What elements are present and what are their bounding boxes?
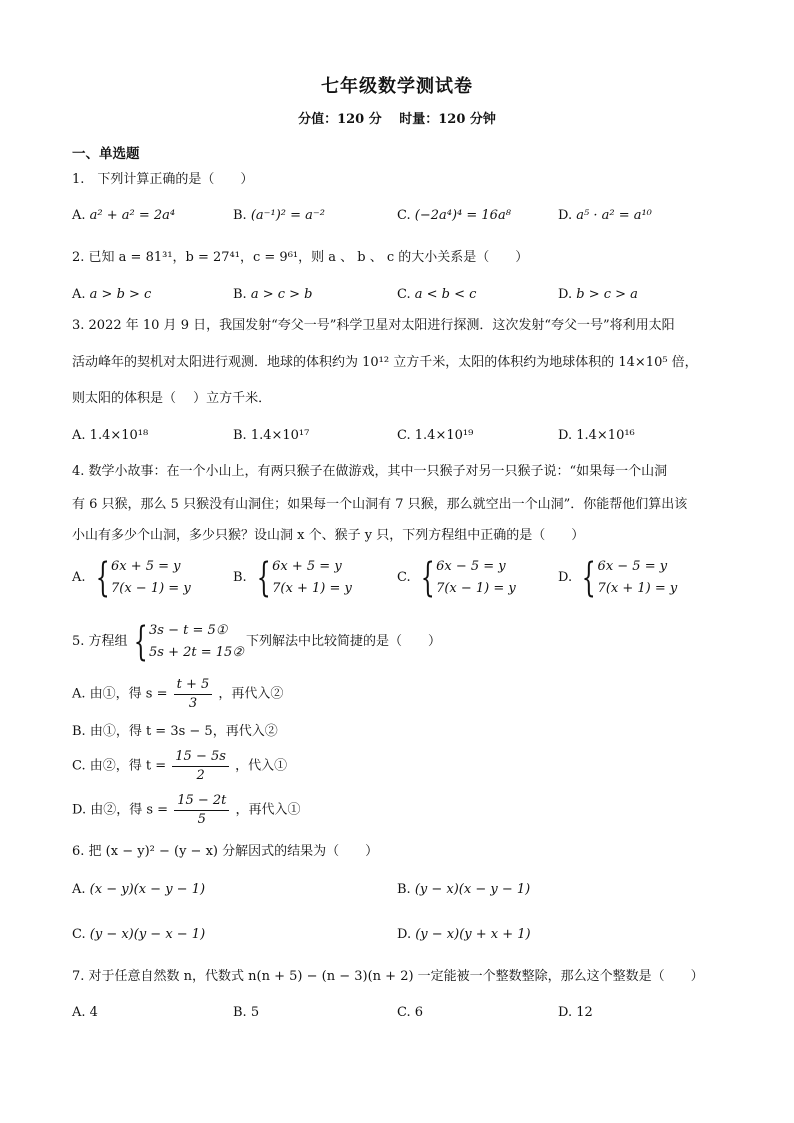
- option-text: 5: [250, 1005, 260, 1020]
- option-letter: D.: [558, 287, 573, 302]
- fraction-denominator: 2: [196, 768, 205, 783]
- option-text: (y − x)(y + x + 1): [415, 927, 531, 942]
- question-3-option-b[interactable]: [233, 426, 309, 446]
- question-5-option-a[interactable]: [72, 676, 283, 713]
- question-4-option-d[interactable]: [558, 556, 677, 600]
- option-letter: A.: [72, 287, 86, 302]
- option-letter: A.: [72, 882, 86, 897]
- fraction-denominator: 3: [188, 696, 198, 711]
- question-6-option-d[interactable]: [397, 925, 531, 945]
- question-4-stem-line: 小山有多少个山洞，多少只猴？设山洞 x 个、猴子 y 只，下列方程组中正确的是（ ）: [72, 528, 585, 543]
- question-6-option-a[interactable]: [72, 880, 205, 900]
- question-5-option-c[interactable]: [72, 748, 287, 785]
- fraction-denominator: 5: [197, 812, 206, 827]
- fraction-numerator: 15 − 2t: [174, 792, 229, 811]
- question-2-option-d[interactable]: [558, 285, 638, 305]
- option-text: 6: [414, 1005, 424, 1020]
- left-brace-icon: {: [256, 555, 271, 601]
- option-letter: C.: [72, 927, 86, 942]
- option-prefix: C. 由②，得 t =: [72, 758, 167, 774]
- option-letter: A.: [72, 1005, 86, 1020]
- question-5-suffix: 下列解法中比较简捷的是（ ）: [245, 634, 441, 649]
- option-letter: A.: [72, 208, 86, 223]
- option-letter: C.: [397, 208, 411, 223]
- option-text: b > c > a: [576, 287, 638, 302]
- left-brace-icon: {: [133, 619, 148, 665]
- option-text: (y − x)(y − x − 1): [89, 927, 206, 942]
- question-7-stem: 7. 对于任意自然数 n，代数式 n(n + 5) − (n − 3)(n + 2) 一定能被一个整数整除，那么这个整数是（ ）: [72, 969, 704, 984]
- option-prefix: A. 由①，得 s =: [72, 686, 168, 702]
- question-6-stem: 6. 把 (x − y)² − (y − x) 分解因式的结果为（ ）: [72, 844, 379, 859]
- left-brace-icon: {: [581, 555, 596, 601]
- option-letter: B.: [233, 208, 247, 223]
- question-4-stem-line: 4. 数学小故事：在一个小山上，有两只猴子在做游戏，其中一只猴子对另一只猴子说：“如果每一个山洞: [72, 464, 668, 479]
- option-text: 1.4×10¹⁷: [250, 428, 310, 443]
- fraction-numerator: 15 − 5s: [172, 748, 229, 767]
- question-2-stem: 2. 已知 a = 81³¹，b = 27⁴¹，c = 9⁶¹，则 a 、 b 、 c 的大小关系是（ ）: [72, 250, 529, 265]
- section-heading: 一、单选题: [72, 146, 140, 162]
- page-subtitle: 分值：120 分 时量：120 分钟: [298, 112, 496, 127]
- equation-line: 6x − 5 = y: [597, 559, 668, 574]
- option-text: (a⁻¹)² = a⁻²: [250, 208, 325, 223]
- option-letter: D.: [558, 1005, 573, 1020]
- question-5-option-d[interactable]: [72, 792, 301, 829]
- equation-line: 7(x + 1) = y: [597, 581, 678, 596]
- option-letter: C.: [397, 287, 411, 302]
- option-letter: B.: [233, 570, 247, 585]
- option-text: 1.4×10¹⁶: [576, 428, 635, 443]
- option-letter: D.: [558, 428, 573, 443]
- option-text: a > b > c: [89, 287, 152, 302]
- fraction-numerator: t + 5: [174, 676, 213, 695]
- option-text: a < b < c: [414, 287, 477, 302]
- option-text: 12: [576, 1005, 593, 1020]
- fraction: [172, 748, 229, 785]
- left-brace-icon: {: [420, 555, 435, 601]
- option-letter: B.: [233, 1005, 247, 1020]
- option-letter: B.: [397, 882, 411, 897]
- option-text: a⁵ · a² = a¹⁰: [576, 208, 652, 223]
- equation-line: 5s + 2t = 15②: [149, 645, 244, 660]
- fraction: [174, 792, 229, 829]
- option-letter: C.: [397, 570, 411, 585]
- question-5-option-b[interactable]: [72, 722, 278, 742]
- option-letter: B.: [233, 287, 247, 302]
- option-text: a > c > b: [250, 287, 313, 302]
- question-5-stem: [72, 620, 441, 664]
- question-3-stem-line: 则太阳的体积是（ ）立方千米．: [72, 391, 272, 406]
- question-3-option-a[interactable]: [72, 426, 148, 446]
- question-6-option-c[interactable]: [72, 925, 205, 945]
- question-7-option-a[interactable]: [72, 1003, 98, 1023]
- question-1-stem: 1. 下列计算正确的是（ ）: [72, 172, 254, 187]
- option-letter: D.: [397, 927, 412, 942]
- equation-line: 6x + 5 = y: [110, 559, 181, 574]
- option-letter: C.: [397, 428, 411, 443]
- option-letter: A.: [72, 428, 86, 443]
- option-suffix: ，再代入①: [235, 802, 301, 818]
- question-3-stem-line: 3. 2022 年 10 月 9 日，我国发射“夸父一号”科学卫星对太阳进行探测．这次发射“夸父一号”将利用太阳: [72, 318, 675, 333]
- option-text: (−2a⁴)⁴ = 16a⁸: [414, 208, 511, 223]
- question-1-option-d[interactable]: [558, 206, 652, 226]
- question-6-option-b[interactable]: [397, 880, 530, 900]
- question-2-option-b[interactable]: [233, 285, 313, 305]
- option-prefix: D. 由②，得 s =: [72, 802, 169, 818]
- equation-line: 7(x − 1) = y: [436, 581, 516, 596]
- question-1-option-b[interactable]: [233, 206, 325, 226]
- option-suffix: ，代入①: [235, 758, 288, 774]
- page-title: 七年级数学测试卷: [321, 76, 473, 97]
- question-3-option-d[interactable]: [558, 426, 635, 446]
- question-1-option-a[interactable]: [72, 206, 175, 226]
- question-2-option-c[interactable]: [397, 285, 476, 305]
- left-brace-icon: {: [95, 555, 110, 601]
- equation-line: 3s − t = 5①: [149, 623, 228, 638]
- question-7-option-b[interactable]: [233, 1003, 259, 1023]
- equation-line: 7(x − 1) = y: [110, 581, 191, 596]
- question-3-stem-line: 活动峰年的契机对太阳进行观测．地球的体积约为 10¹² 立方千米，太阳的体积约为地球体积的 14×10⁵ 倍，: [72, 355, 698, 370]
- option-text: 1.4×10¹⁹: [414, 428, 474, 443]
- equation-line: 6x + 5 = y: [272, 559, 342, 574]
- option-letter: D.: [558, 570, 573, 585]
- question-4-option-b[interactable]: [233, 556, 352, 600]
- option-text: (y − x)(x − y − 1): [414, 882, 531, 897]
- option-text: a² + a² = 2a⁴: [89, 208, 176, 223]
- question-4-stem-line: 有 6 只猴，那么 5 只猴没有山洞住；如果每一个山洞有 7 只猴，那么就空出一个山洞”．你能帮他们算出该: [72, 497, 688, 512]
- equation-line: 7(x + 1) = y: [272, 581, 352, 596]
- question-7-option-d[interactable]: [558, 1003, 593, 1023]
- option-suffix: ，再代入②: [218, 686, 284, 702]
- option-text: (x − y)(x − y − 1): [89, 882, 206, 897]
- option-text: 4: [89, 1005, 98, 1020]
- option-letter: A.: [72, 570, 86, 585]
- question-4-option-c[interactable]: [397, 556, 516, 600]
- fraction: [174, 676, 213, 713]
- equation-line: 6x − 5 = y: [436, 559, 506, 574]
- option-text: 1.4×10¹⁸: [89, 428, 149, 443]
- question-2-option-a[interactable]: [72, 285, 151, 305]
- question-7-option-c[interactable]: [397, 1003, 423, 1023]
- question-1-option-c[interactable]: [397, 206, 511, 226]
- question-4-option-a[interactable]: [72, 556, 191, 600]
- option-text: B. 由①，得 t = 3s − 5，再代入②: [72, 724, 278, 739]
- question-3-option-c[interactable]: [397, 426, 473, 446]
- option-letter: C.: [397, 1005, 411, 1020]
- question-5-prefix: 5. 方程组: [72, 634, 128, 649]
- option-letter: D.: [558, 208, 573, 223]
- option-letter: B.: [233, 428, 247, 443]
